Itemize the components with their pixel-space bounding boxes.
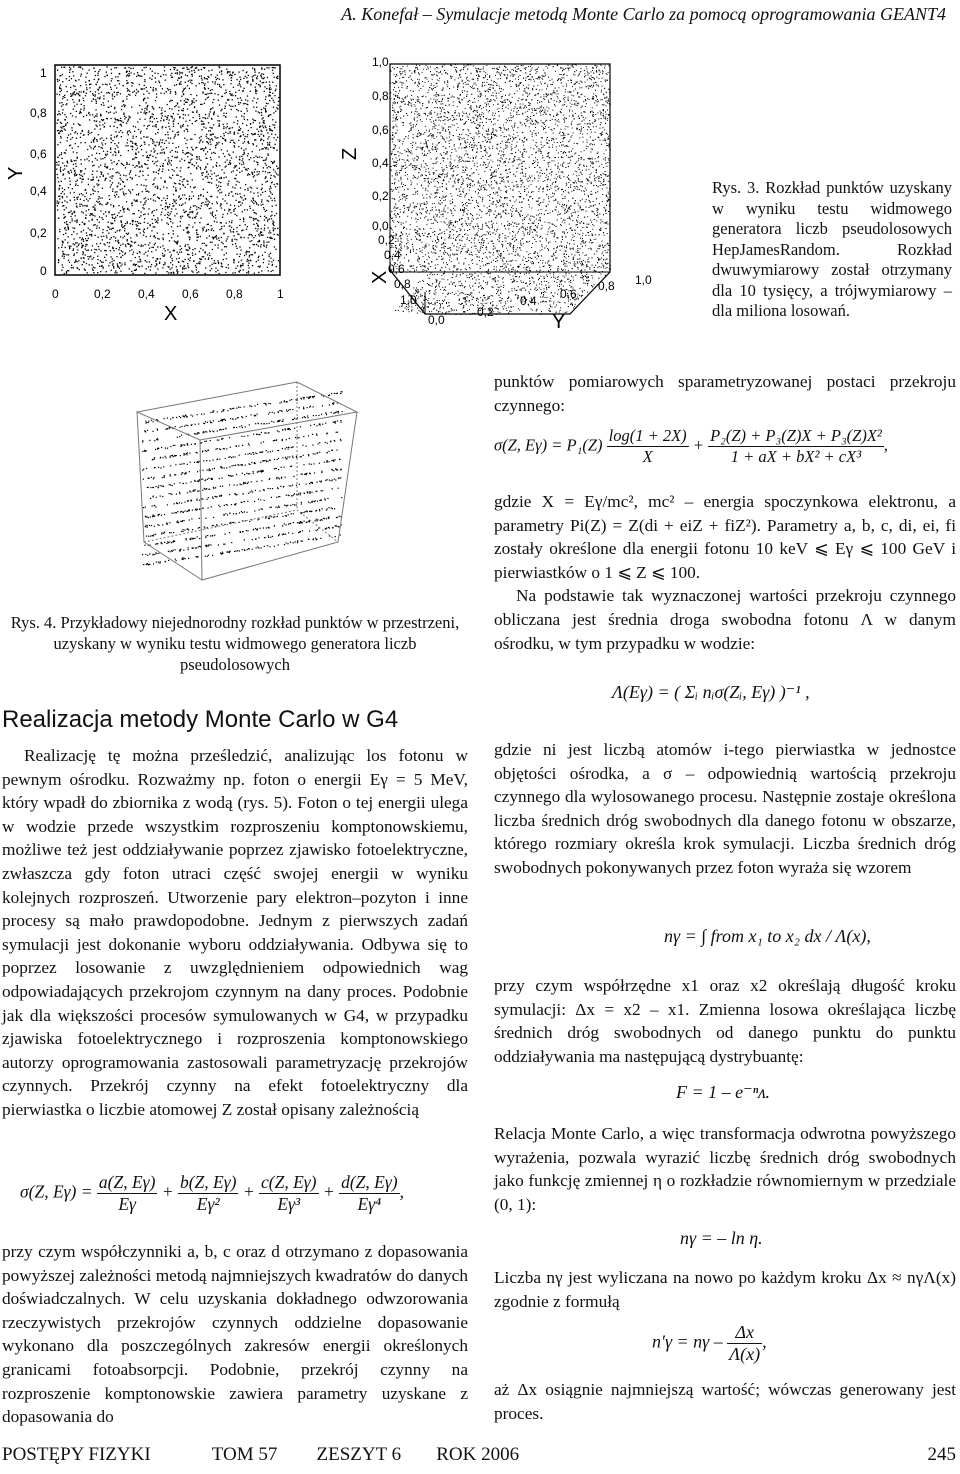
eq-term: $\frac{b(Z, E\gamma)}{\text{Eγ²}}$ [179, 1172, 237, 1214]
right-column-text-2 [494, 738, 956, 880]
paragraph: przy czym współczynniki a, b, c oraz d otrzymano z dopasowania powyższej zależności metodą najmniejszych kwadratów do danych doświadczalnych. W celu uzyskania dokładnego odwzorowania rzeczywistych przekrojów czynnych oddzielne dopasowanie wykonano dla poszczególnych zakresów energii określonych granicami fotoabsorpcji. Podobnie, przekrój czynny na rozproszenie komptonowskie zawiera parametry uzyskane z dopasowania do [2, 1242, 468, 1427]
right-column-intro [494, 370, 956, 417]
figure-3-2d-plot [0, 55, 300, 325]
right-column-text-4 [494, 1122, 956, 1216]
plot-3d-zlabel: Z [339, 147, 361, 160]
plot-3d-ztick: 0,4 [372, 156, 389, 170]
paragraph: Na podstawie tak wyznaczonej wartości przekroju czynnego obliczana jest średnia droga swobodna fotonu Λ w danym ośrodku, w tym przypadku w wodzie: [494, 586, 956, 653]
right-column-text-5 [494, 1266, 956, 1313]
plot-3d-ytick: 0,2 [477, 305, 494, 319]
figure-4-caption: Rys. 4. Przykładowy niejednorodny rozkład punktów w przestrzeni, uzyskany w wyniku testu widmowego generatora liczb pseudolosowych [10, 613, 460, 674]
running-head: A. Konefał – Symulacje metodą Monte Carlo za pomocą oprogramowania GEANT4 [341, 4, 946, 24]
footer-journal: POSTĘPY FIZYKI [2, 1444, 151, 1465]
plot-2d-ytick: 0,8 [30, 106, 47, 120]
plot-3d-xtick: 0,2 [378, 233, 395, 247]
footer-page-number: 245 [927, 1444, 956, 1465]
plot-3d-ztick: 0,0 [372, 219, 389, 233]
plot-2d-xtick: 0,8 [226, 287, 243, 301]
plot-2d-ytick: 0 [40, 264, 47, 278]
figure-3-3d-plot [330, 52, 670, 332]
plot-3d-xlabel: X [369, 270, 391, 284]
right-column-text-3 [494, 974, 956, 1068]
plot-2d-xlabel: X [164, 303, 178, 325]
paragraph: Realizację tę można prześledzić, analizując los fotonu w pewnym ośrodku. Rozważmy np. foton o energii Eγ = 5 MeV, który wpadł do zbiornika z wodą (rys. 5). Foton o tej energii ulega w wodzie przede wszystkim rozproszeniu komptonowskiemu, możliwe też jest oddziaływanie poprzez zjawisko fotoelektryczne, zwłaszcza gdy foton utraci część swojej energii w wyniku kolejnych rozproszeń. Utworzenie pary elektron–pozyton i inne procesy są mało prawdopodobne. Jednym z pierwszych zadań symulacji jest dokonanie wyboru oddziaływania. Odbywa się to poprzez losowanie z uwzględnieniem odpowiednich wag odpowiadających przekrojom czynnym na dany proces. Podobnie jak dla większości procesów symulowanych w G4, w przypadku zjawiska fotoelektrycznego i rozproszenia komptonowskiego autorzy oprogramowania zastosowali parametryzację przekrojów czynnych. Przekrój czynny na efekt fotoelektryczny dla pierwiastka o liczbie atomowej Z został opisany zależnością [2, 746, 468, 1119]
plot-2d-xtick: 0,6 [182, 287, 199, 301]
right-column-text-1 [494, 490, 956, 655]
equation-F: F = 1 – e⁻ⁿᴧ. [676, 1082, 770, 1102]
eq-term: $\frac{\text{P₂(Z) + P₃(Z)X + P₃(Z)X²}}{\text{1 + aX + bX² + cX³}}$ [710, 426, 882, 466]
plot-3d-ytick: 0,4 [520, 294, 537, 308]
plot-3d-ylabel: Y [552, 311, 566, 332]
plot-3d-ytick: 1,0 [635, 273, 652, 287]
figure-4-3d-plot [112, 362, 362, 602]
section-title: Realizacja metody Monte Carlo w G4 [2, 706, 399, 733]
plot-3d-xtick: 0,4 [384, 248, 401, 262]
plot-3d-ytick: 0,8 [598, 279, 615, 293]
plot-3d-ztick: 0,6 [372, 123, 389, 137]
figure-3-caption: Rys. 3. Rozkład punktów uzyskany w wyniku testu widmowego generatora liczb pseudolosowych HepJamesRandom. Rozkład dwuwymiarowy został otrzymany dla 10 tysięcy, a trójwymiarowy – dla miliona losowań. [712, 178, 952, 320]
paragraph: Relacja Monte Carlo, a więc transformacja odwrotna powyższego wyrażenia, pozwala wyrazić liczbę średnich dróg swobodnych jako funkcję zmiennej η o rozkładzie równomiernym w przedziale (0, 1): [494, 1124, 956, 1214]
equation-n-gamma-ln: nγ = – ln η. [680, 1228, 763, 1248]
paragraph: gdzie X = Eγ/mc², mc² – energia spoczynkowa elektronu, a parametry Pi(Z) = Z(di + eiZ + fiZ²). Parametry a, b, c, di, ei, fi zostały określone dla energii fotonu 10 keV ⩽ Eγ ⩽ 100 GeV i pierwiastków o 1 ⩽ Z ⩽ 100. [494, 492, 956, 582]
plot-3d-xtick: 0,6 [388, 262, 405, 276]
eq-term: $\frac{c(Z, E\gamma)}{\text{Eγ³}}$ [261, 1172, 317, 1214]
equation-photoelectric: σ(Z, Eγ) = $\frac{a(Z, E\gamma)}{E\gamma}$ + $\frac{b(Z, E\gamma)}{\text{Eγ²}}$ + $\frac{c(Z, E\gamma)}{\text{Eγ³}}$ + $\frac{d(Z, E\gamma)}{\text{Eγ⁴}}$ , [20, 1172, 404, 1214]
plot-3d-ytick: 0,6 [560, 287, 577, 301]
paragraph: aż Δx osiągnie najmniejszą wartość; wówczas generowany jest proces. [494, 1380, 956, 1423]
equation-compton: σ(Z, Eγ) = P₁(Z) $\frac{\log(1 + 2X)}{X}$ + $\frac{\text{P₂(Z) + P₃(Z)X + P₃(Z)X²}}{\text{1 + aX + bX² + cX³}}$ , [494, 426, 889, 466]
paragraph: punktów pomiarowych sparametryzowanej postaci przekroju czynnego: [494, 372, 956, 415]
plot-3d-ztick: 1,0 [372, 55, 389, 69]
plot-2d-ytick: 0,4 [30, 184, 47, 198]
plot-3d-xtick: 1,0 [400, 293, 417, 307]
plot-2d-xtick: 0,4 [138, 287, 155, 301]
equation-lambda: Λ(Eγ) = ( Σᵢ nᵢσ(Zᵢ, Eγ) )⁻¹ , [612, 682, 810, 702]
eq-term: $\frac{d(Z, E\gamma)}{\text{Eγ⁴}}$ [341, 1172, 398, 1214]
plot-2d-ytick: 0,2 [30, 226, 47, 240]
left-column-text-2 [2, 1240, 468, 1429]
cube-face [390, 64, 610, 272]
plot-3d-ytick: 0,0 [428, 313, 445, 327]
plot-2d-xtick: 0 [52, 287, 59, 301]
equation-n-prime: n′γ = nγ – $\frac{\Delta x}{\Lambda(x)}$ , [652, 1322, 767, 1364]
eq-lhs: σ(Z, Eγ) = [20, 1181, 93, 1202]
left-column-text-1 [2, 744, 468, 1122]
eq-term: $\frac{\log(1 + 2X)}{X}$ [608, 426, 687, 466]
plot-3d-ztick: 0,8 [372, 89, 389, 103]
eq-term: $\frac{a(Z, E\gamma)}{E\gamma}$ [98, 1172, 156, 1214]
footer-issue: ZESZYT 6 [316, 1444, 402, 1465]
right-column-text-6 [494, 1378, 956, 1425]
plot-2d-ylabel: Y [5, 166, 27, 180]
plot-2d-xtick: 1 [277, 287, 284, 301]
paragraph: gdzie ni jest liczbą atomów i-tego pierwiastka w jednostce objętości ośrodka, a σ – odpowiednią wartością przekroju czynnego dla wylosowanego procesu. Następnie zostaje określona liczba średnich dróg swobodnych dla danego fotonu w obszarze, którego rozmiary określa krok symulacji. Liczba średnich dróg swobodnych pokonywanych przez foton wyraża się wzorem [494, 740, 956, 877]
footer-year: ROK 2006 [436, 1444, 520, 1465]
eq-term: $\frac{\Delta x}{\Lambda(x)}$ [729, 1322, 761, 1364]
plot-3d-ztick: 0,2 [372, 189, 389, 203]
plot-4-points [142, 391, 343, 565]
plot-2d-ytick: 0,6 [30, 147, 47, 161]
footer-volume: TOM 57 [211, 1444, 278, 1465]
plot-2d-ytick: 1 [40, 66, 47, 80]
plot-3d-xtick: 0,8 [394, 277, 411, 291]
plot-2d-xtick: 0,2 [94, 287, 111, 301]
paragraph: Liczba nγ jest wyliczana na nowo po każdym kroku Δx ≈ nγΛ(x) zgodnie z formułą [494, 1268, 956, 1311]
page-footer [2, 1444, 956, 1466]
paragraph: przy czym współrzędne x1 oraz x2 określają długość kroku symulacji: Δx = x2 – x1. Zmienna losowa określająca liczbę średnich dróg swobodnych od danego punktu do punktu oddziaływania ma następującą dystrybuantę: [494, 976, 956, 1066]
equation-n-gamma-integral: nγ = ∫ from x₁ to x₂ dx / Λ(x), [664, 926, 871, 946]
